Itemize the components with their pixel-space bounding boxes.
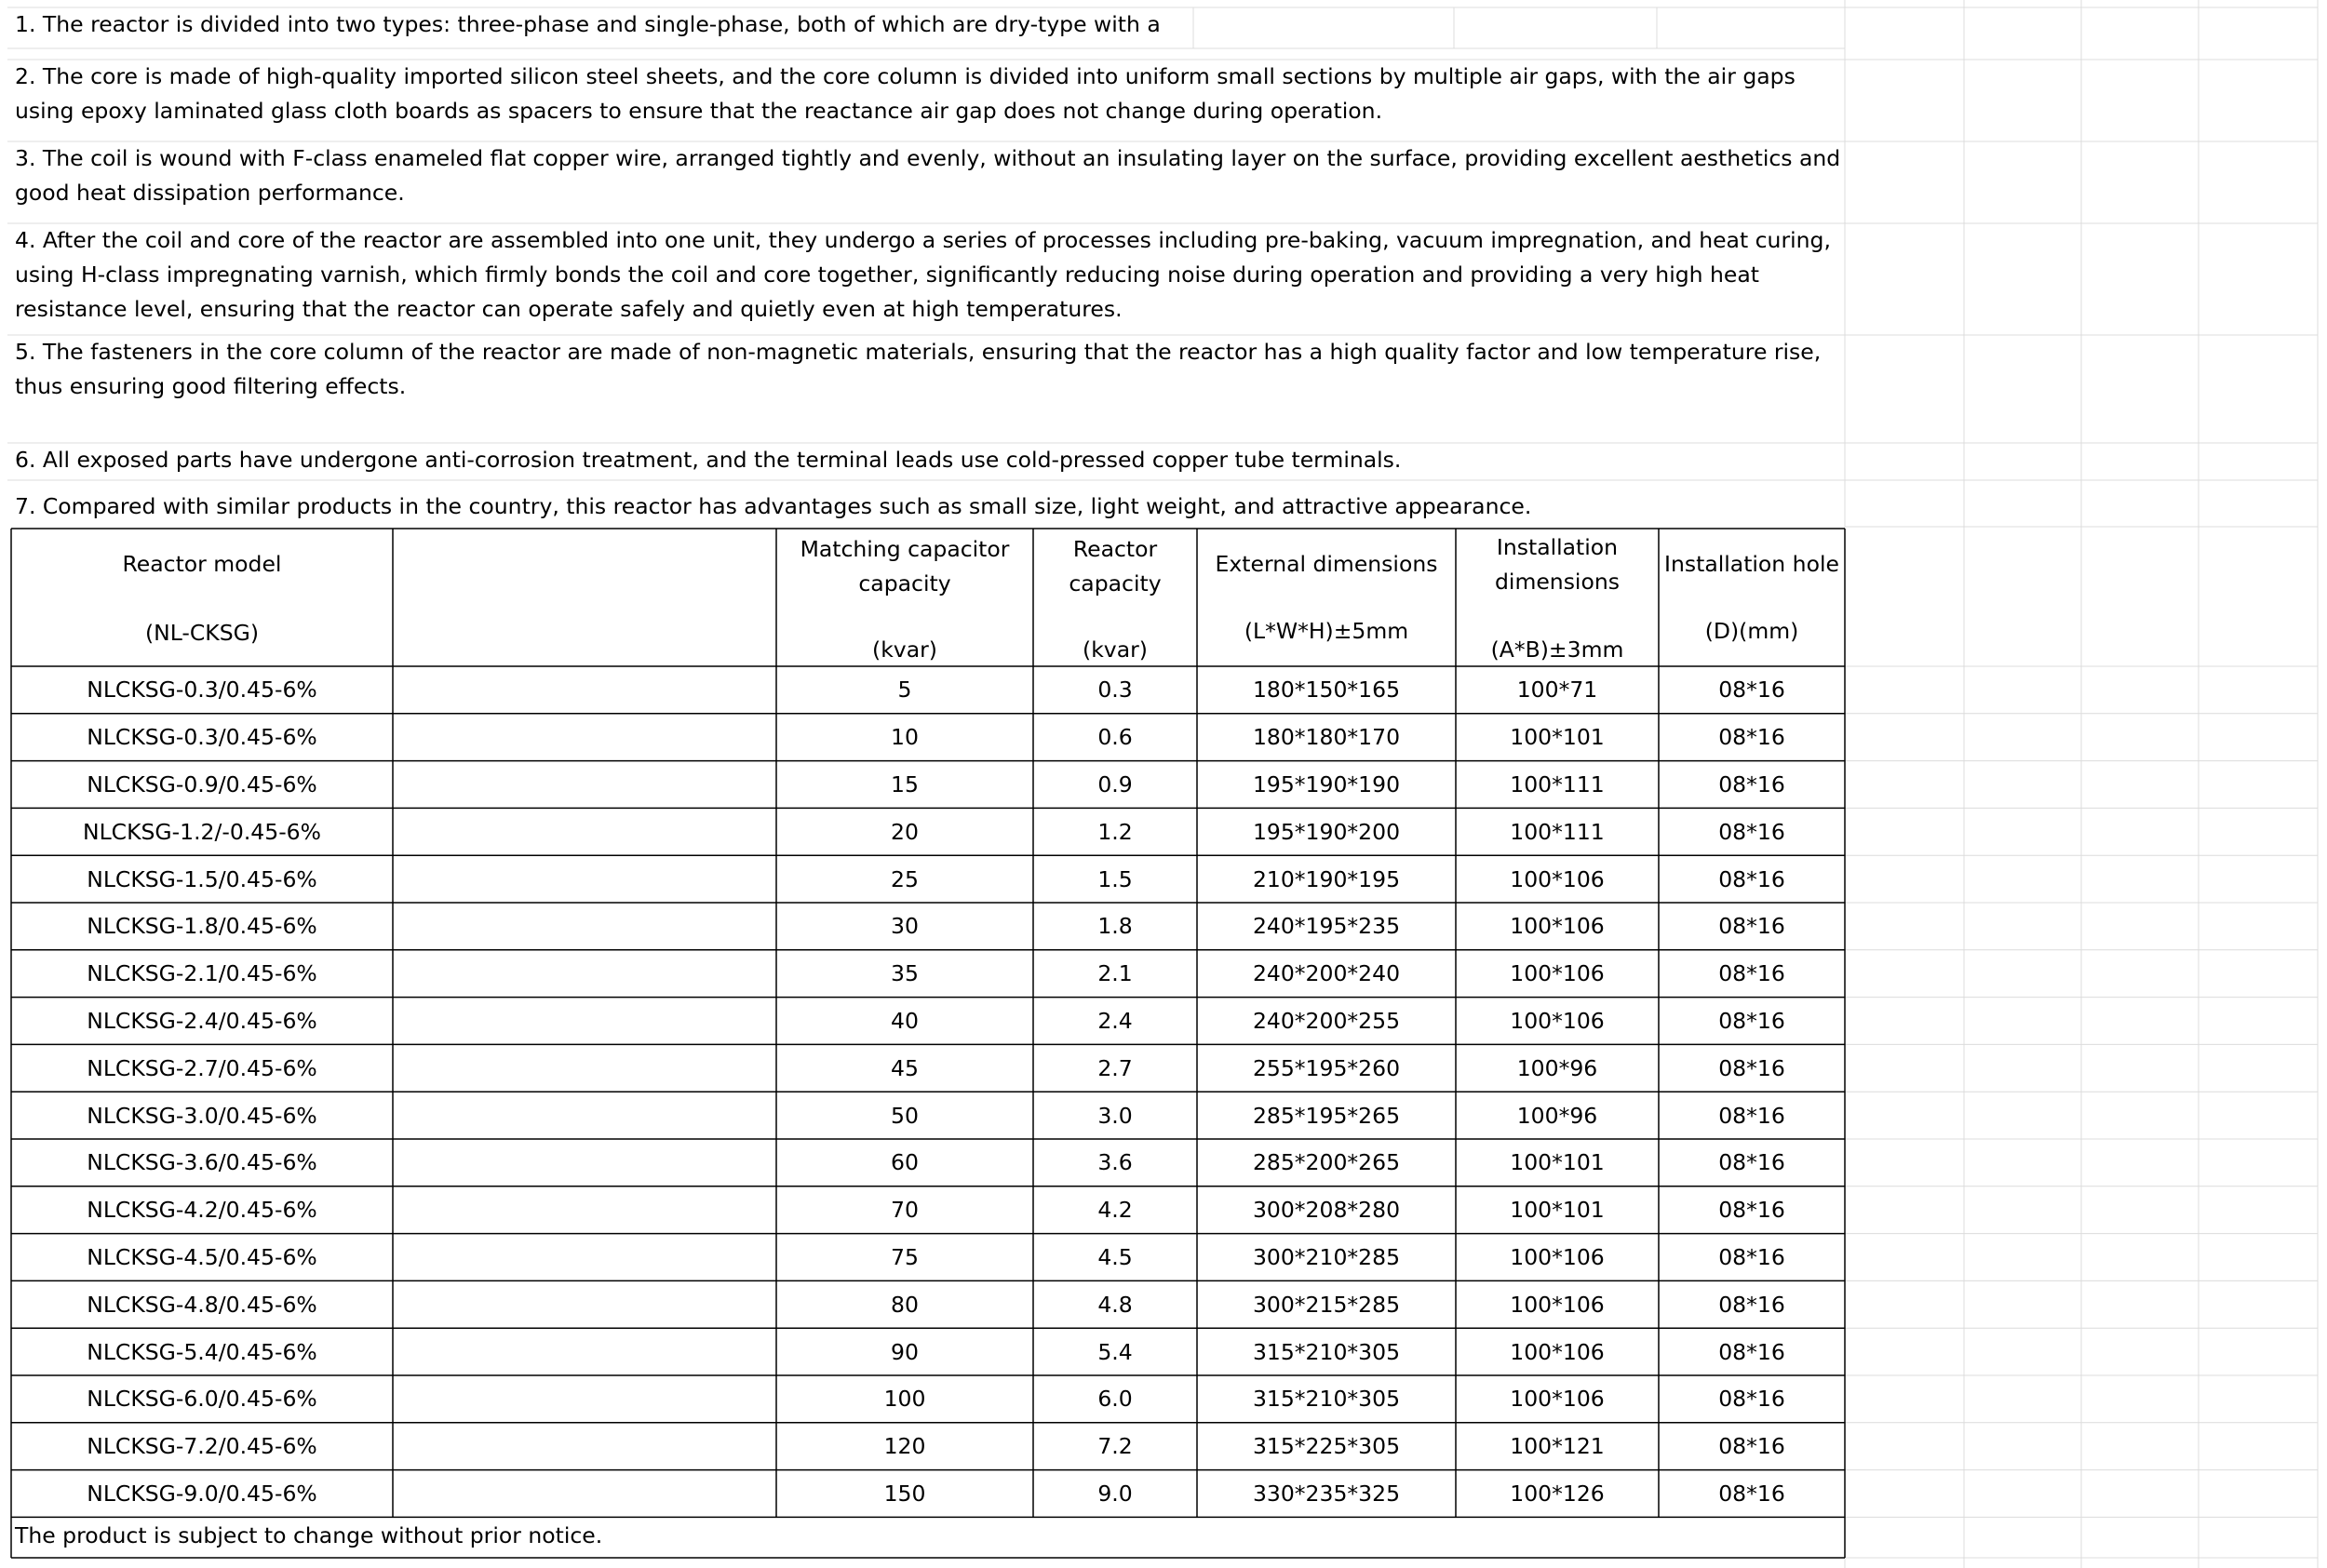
header-reactor-model (11, 529, 393, 666)
cell-installation-dimensions: 100*101 (1510, 1149, 1605, 1176)
cell-installation-dimensions: 100*106 (1510, 1007, 1605, 1034)
cell-model: NLCKSG-7.2/0.45-6% (87, 1433, 317, 1460)
cell-capacitor-capacity: 45 (891, 1054, 919, 1081)
description-line: good heat dissipation performance. (15, 180, 405, 206)
cell-reactor-capacity: 0.6 (1097, 724, 1133, 751)
cell-model: NLCKSG-0.3/0.45-6% (87, 724, 317, 751)
cell-reactor-capacity: 5.4 (1097, 1338, 1133, 1365)
description-item (15, 60, 1844, 128)
cell-capacitor-capacity: 50 (891, 1102, 919, 1129)
cell-installation-dimensions: 100*126 (1510, 1480, 1605, 1507)
cell-model: NLCKSG-2.1/0.45-6% (87, 960, 317, 987)
cell-model: NLCKSG-4.8/0.45-6% (87, 1291, 317, 1318)
cell-external-dimensions: 315*210*305 (1252, 1386, 1401, 1413)
header-installation-line3: (A*B)±3mm (1490, 637, 1624, 663)
cell-model: NLCKSG-0.3/0.45-6% (87, 677, 317, 704)
cell-external-dimensions: 240*195*235 (1252, 913, 1401, 940)
cell-external-dimensions: 180*150*165 (1252, 677, 1401, 704)
cell-model: NLCKSG-4.5/0.45-6% (87, 1243, 317, 1270)
cell-reactor-capacity: 9.0 (1097, 1480, 1133, 1507)
cell-capacitor-capacity: 75 (891, 1243, 919, 1270)
cell-installation-hole: 08*16 (1718, 1243, 1785, 1270)
cell-external-dimensions: 315*225*305 (1252, 1433, 1401, 1460)
description-line: using epoxy laminated glass cloth boards as spacers to ensure that the reactance air gap does not change during operation. (15, 98, 1383, 124)
cell-installation-dimensions: 100*101 (1510, 724, 1605, 751)
header-reactor-model-line1: Reactor model (122, 551, 282, 577)
header-hole-line1: Installation hole (1664, 551, 1839, 577)
cell-external-dimensions: 285*195*265 (1252, 1102, 1401, 1129)
header-installation-dimensions (1456, 529, 1659, 666)
header-reactor-line3: (kvar) (1083, 637, 1148, 663)
cell-model: NLCKSG-3.6/0.45-6% (87, 1149, 317, 1176)
description-line: thus ensuring good filtering effects. (15, 373, 407, 399)
header-capacitor-capacity (776, 529, 1033, 666)
notice-text: The product is subject to change without prior notice. (15, 1522, 603, 1548)
cell-installation-hole: 08*16 (1718, 1386, 1785, 1413)
header-reactor-line1: Reactor (1072, 536, 1158, 562)
cell-external-dimensions: 210*190*195 (1252, 865, 1401, 892)
cell-capacitor-capacity: 100 (883, 1386, 926, 1413)
cell-external-dimensions: 180*180*170 (1252, 724, 1401, 751)
cell-model: NLCKSG-1.8/0.45-6% (87, 913, 317, 940)
cell-installation-dimensions: 100*106 (1510, 913, 1605, 940)
cell-installation-hole: 08*16 (1718, 1054, 1785, 1081)
cell-model: NLCKSG-1.2/-0.45-6% (83, 818, 321, 845)
cell-reactor-capacity: 1.5 (1097, 865, 1133, 892)
cell-external-dimensions: 195*190*190 (1252, 771, 1401, 797)
header-capacitor-line3: (kvar) (872, 637, 937, 663)
cell-installation-dimensions: 100*106 (1510, 1386, 1605, 1413)
cell-reactor-capacity: 4.8 (1097, 1291, 1133, 1318)
cell-model: NLCKSG-3.0/0.45-6% (87, 1102, 317, 1129)
description-line: 3. The coil is wound with F-class enameled flat copper wire, arranged tightly and evenly, without an insulating layer on the surface, providing excellent aesthetics and (15, 145, 1841, 171)
description-item (15, 335, 1844, 404)
header-external-dimensions (1197, 529, 1456, 666)
cell-external-dimensions: 300*208*280 (1252, 1197, 1401, 1224)
header-reactor-line2: capacity (1069, 570, 1162, 596)
cell-capacitor-capacity: 15 (891, 771, 919, 797)
cell-capacitor-capacity: 5 (897, 677, 912, 704)
cell-reactor-capacity: 2.1 (1097, 960, 1133, 987)
cell-model: NLCKSG-2.7/0.45-6% (87, 1054, 317, 1081)
cell-installation-hole: 08*16 (1718, 1338, 1785, 1365)
cell-installation-hole: 08*16 (1718, 724, 1785, 751)
cell-model: NLCKSG-6.0/0.45-6% (87, 1386, 317, 1413)
cell-installation-dimensions: 100*106 (1510, 1243, 1605, 1270)
cell-capacitor-capacity: 90 (891, 1338, 919, 1365)
description-item (15, 443, 1844, 477)
cell-external-dimensions: 315*210*305 (1252, 1338, 1401, 1365)
cell-installation-dimensions: 100*96 (1516, 1102, 1598, 1129)
description-line: 7. Compared with similar products in the country, this reactor has advantages such as small size, light weight, and attractive appearance. (15, 493, 1532, 519)
cell-model: NLCKSG-2.4/0.45-6% (87, 1007, 317, 1034)
header-reactor-model-line2: (NL-CKSG) (144, 620, 260, 646)
cell-installation-dimensions: 100*111 (1510, 771, 1605, 797)
description-line: using H-class impregnating varnish, which firmly bonds the coil and core together, significantly reducing noise during operation and providing a very high heat (15, 261, 1759, 288)
cell-installation-hole: 08*16 (1718, 677, 1785, 704)
description-item (15, 223, 1844, 327)
cell-installation-dimensions: 100*96 (1516, 1054, 1598, 1081)
header-installation-hole (1659, 529, 1845, 666)
cell-capacitor-capacity: 40 (891, 1007, 919, 1034)
header-reactor-capacity (1033, 529, 1197, 666)
cell-installation-dimensions: 100*106 (1510, 865, 1605, 892)
cell-installation-dimensions: 100*106 (1510, 960, 1605, 987)
cell-reactor-capacity: 1.8 (1097, 913, 1133, 940)
cell-installation-hole: 08*16 (1718, 771, 1785, 797)
cell-capacitor-capacity: 30 (891, 913, 919, 940)
description-item (15, 489, 1844, 524)
cell-installation-dimensions: 100*71 (1516, 677, 1598, 704)
cell-reactor-capacity: 3.0 (1097, 1102, 1133, 1129)
cell-installation-dimensions: 100*106 (1510, 1291, 1605, 1318)
description-line: 4. After the coil and core of the reactor are assembled into one unit, they undergo a series of processes including pre-baking, vacuum impregnation, and heat curing, (15, 227, 1831, 253)
cell-capacitor-capacity: 20 (891, 818, 919, 845)
cell-reactor-capacity: 4.2 (1097, 1197, 1133, 1224)
cell-installation-hole: 08*16 (1718, 1197, 1785, 1224)
cell-reactor-capacity: 0.3 (1097, 677, 1133, 704)
cell-installation-hole: 08*16 (1718, 960, 1785, 987)
description-item (15, 141, 1844, 210)
cell-capacitor-capacity: 10 (891, 724, 919, 751)
description-line: 5. The fasteners in the core column of the reactor are made of non-magnetic materials, ensuring that the reactor has a high quality factor and low temperature rise, (15, 339, 1822, 365)
description-line: resistance level, ensuring that the reactor can operate safely and quietly even at high temperatures. (15, 296, 1123, 322)
cell-installation-dimensions: 100*106 (1510, 1338, 1605, 1365)
cell-reactor-capacity: 0.9 (1097, 771, 1133, 797)
cell-external-dimensions: 300*210*285 (1252, 1243, 1401, 1270)
cell-model: NLCKSG-4.2/0.45-6% (87, 1197, 317, 1224)
cell-reactor-capacity: 3.6 (1097, 1149, 1133, 1176)
cell-reactor-capacity: 2.4 (1097, 1007, 1133, 1034)
description-line: 1. The reactor is divided into two types: three-phase and single-phase, both of which are dry-type with a (15, 11, 1161, 37)
header-external-line1: External dimensions (1215, 551, 1438, 577)
header-hole-line2: (D)(mm) (1704, 618, 1799, 644)
cell-model: NLCKSG-0.9/0.45-6% (87, 771, 317, 797)
header-capacitor-line2: capacity (858, 570, 951, 596)
cell-capacitor-capacity: 70 (891, 1197, 919, 1224)
cell-external-dimensions: 285*200*265 (1252, 1149, 1401, 1176)
cell-installation-hole: 08*16 (1718, 913, 1785, 940)
cell-reactor-capacity: 6.0 (1097, 1386, 1133, 1413)
cell-installation-hole: 08*16 (1718, 1149, 1785, 1176)
cell-reactor-capacity: 7.2 (1097, 1433, 1133, 1460)
cell-installation-hole: 08*16 (1718, 1433, 1785, 1460)
description-line: 6. All exposed parts have undergone anti-corrosion treatment, and the terminal leads use cold-pressed copper tube terminals. (15, 447, 1402, 473)
cell-external-dimensions: 195*190*200 (1252, 818, 1401, 845)
cell-reactor-capacity: 2.7 (1097, 1054, 1133, 1081)
cell-external-dimensions: 255*195*260 (1252, 1054, 1401, 1081)
description-item (15, 7, 1844, 42)
cell-capacitor-capacity: 60 (891, 1149, 919, 1176)
cell-capacitor-capacity: 35 (891, 960, 919, 987)
header-installation-line1: Installation (1496, 534, 1619, 560)
cell-capacitor-capacity: 25 (891, 865, 919, 892)
cell-model: NLCKSG-5.4/0.45-6% (87, 1338, 317, 1365)
cell-installation-dimensions: 100*121 (1510, 1433, 1605, 1460)
cell-external-dimensions: 300*215*285 (1252, 1291, 1401, 1318)
cell-installation-dimensions: 100*111 (1510, 818, 1605, 845)
cell-model: NLCKSG-9.0/0.45-6% (87, 1480, 317, 1507)
cell-external-dimensions: 330*235*325 (1252, 1480, 1401, 1507)
cell-capacitor-capacity: 120 (883, 1433, 926, 1460)
cell-model: NLCKSG-1.5/0.45-6% (87, 865, 317, 892)
cell-external-dimensions: 240*200*240 (1252, 960, 1401, 987)
cell-installation-hole: 08*16 (1718, 865, 1785, 892)
cell-capacitor-capacity: 80 (891, 1291, 919, 1318)
header-capacitor-line1: Matching capacitor (800, 536, 1010, 562)
cell-reactor-capacity: 1.2 (1097, 818, 1133, 845)
cell-installation-hole: 08*16 (1718, 818, 1785, 845)
cell-installation-hole: 08*16 (1718, 1480, 1785, 1507)
cell-reactor-capacity: 4.5 (1097, 1243, 1133, 1270)
header-external-line2: (L*W*H)±5mm (1244, 618, 1409, 644)
cell-installation-hole: 08*16 (1718, 1007, 1785, 1034)
cell-installation-hole: 08*16 (1718, 1291, 1785, 1318)
cell-installation-dimensions: 100*101 (1510, 1197, 1605, 1224)
header-installation-line2: dimensions (1495, 569, 1620, 595)
cell-capacitor-capacity: 150 (883, 1480, 926, 1507)
description-line: 2. The core is made of high-quality imported silicon steel sheets, and the core column is divided into uniform small sections by multiple air gaps, with the air gaps (15, 63, 1796, 89)
cell-installation-hole: 08*16 (1718, 1102, 1785, 1129)
cell-external-dimensions: 240*200*255 (1252, 1007, 1401, 1034)
